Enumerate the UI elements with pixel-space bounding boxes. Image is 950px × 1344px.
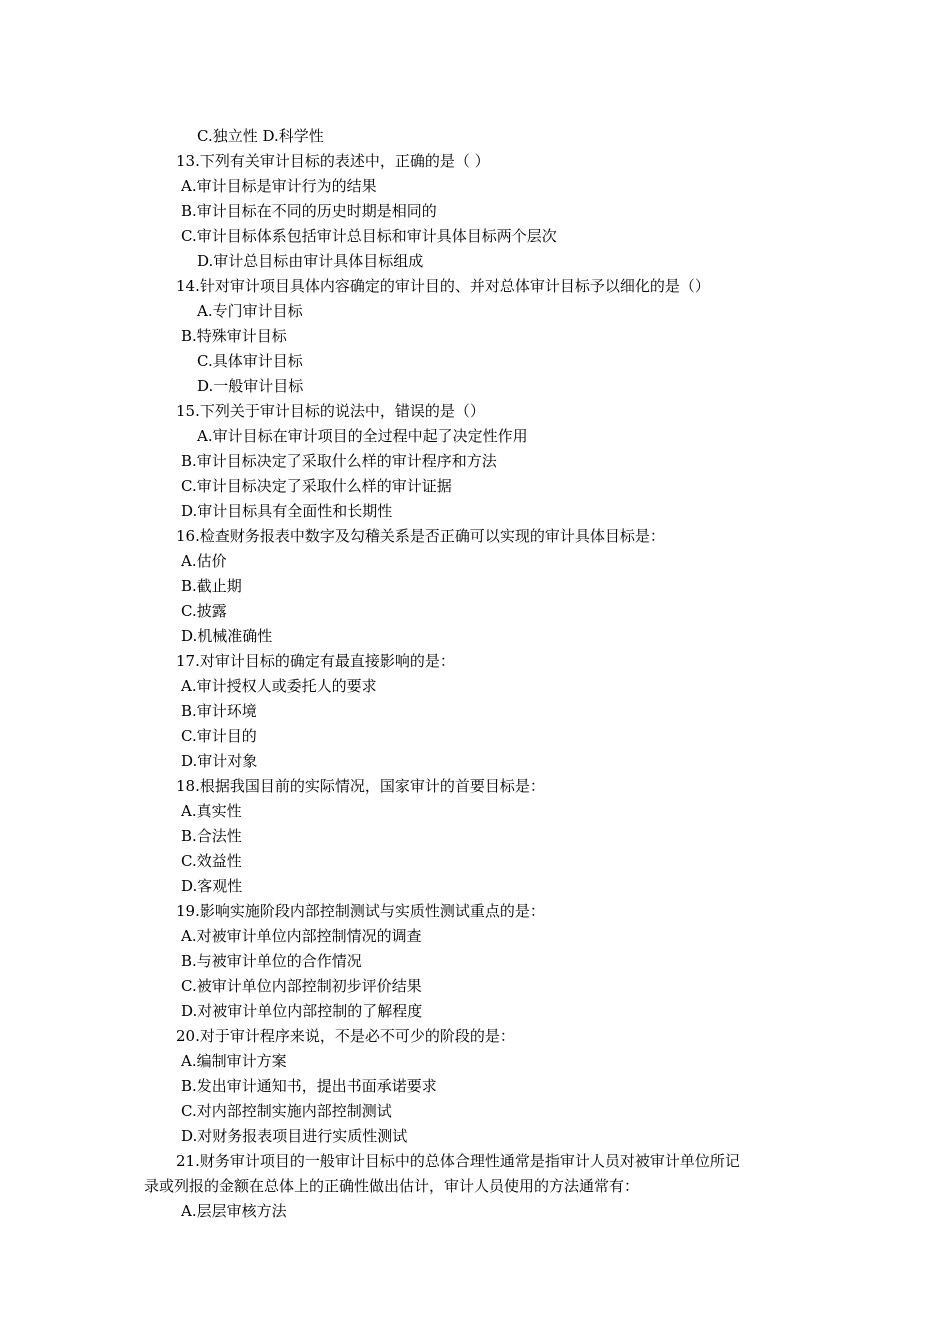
option-line: A.估价 [181,552,227,570]
question-21-line-2: 录或列报的金额在总体上的正确性做出估计，审计人员使用的方法通常有： [144,1177,640,1195]
question-line: 18.根据我国目前的实际情况，国家审计的首要目标是： [176,777,545,795]
option-line: C.披露 [181,602,227,620]
option-line: A.真实性 [181,802,242,820]
option-line: B.与被审计单位的合作情况 [181,952,362,970]
option-line: B.发出审计通知书，提出书面承诺要求 [181,1077,437,1095]
option-line: C.审计目的 [181,727,257,745]
option-line: B.审计环境 [181,702,257,720]
option-line: B.审计目标在不同的历史时期是相同的 [181,202,437,220]
question-line: 15.下列关于审计目标的说法中，错误的是（） [176,402,485,420]
option-line: B.合法性 [181,827,242,845]
question-line: 13.下列有关审计目标的表述中，正确的是（ ） [176,152,490,170]
option-line: C.效益性 [181,852,242,870]
option-line: A.审计目标是审计行为的结果 [181,177,377,195]
question-line: 19.影响实施阶段内部控制测试与实质性测试重点的是： [176,902,545,920]
question-line: 17.对审计目标的确定有最直接影响的是： [176,652,455,670]
option-line: A.对被审计单位内部控制情况的调查 [181,927,422,945]
option-line: C.独立性 D.科学性 [197,127,324,145]
document-body [0,124,950,1224]
option-line: D.对被审计单位内部控制的了解程度 [181,1002,423,1020]
option-line: D.审计目标具有全面性和长期性 [181,502,393,520]
question-line: 20.对于审计程序来说，不是必不可少的阶段的是： [176,1027,515,1045]
option-line: C.审计目标决定了采取什么样的审计证据 [181,477,452,495]
option-line: C.对内部控制实施内部控制测试 [181,1102,392,1120]
option-line: D.审计总目标由审计具体目标组成 [197,252,424,270]
option-line: A.层层审核方法 [181,1202,287,1220]
question-line: 16.检查财务报表中数字及勾稽关系是否正确可以实现的审计具体目标是： [176,527,665,545]
option-line: A.审计目标在审计项目的全过程中起了决定性作用 [197,427,528,445]
question-line: 14.针对审计项目具体内容确定的审计目的、并对总体审计目标予以细化的是（） [176,277,710,295]
option-line: D.机械准确性 [181,627,273,645]
option-line: C.被审计单位内部控制初步评价结果 [181,977,422,995]
option-line: B.截止期 [181,577,242,595]
option-line: C.审计目标体系包括审计总目标和审计具体目标两个层次 [181,227,557,245]
option-line: D.一般审计目标 [197,377,304,395]
option-line: A.编制审计方案 [181,1052,287,1070]
option-line: B.特殊审计目标 [181,327,287,345]
option-line: C.具体审计目标 [197,352,303,370]
question-21-line-1: 21.财务审计项目的一般审计目标中的总体合理性通常是指审计人员对被审计单位所记 [176,1152,740,1170]
option-line: A.专门审计目标 [197,302,303,320]
option-line: B.审计目标决定了采取什么样的审计程序和方法 [181,452,497,470]
option-line: A.审计授权人或委托人的要求 [181,677,377,695]
option-line: D.审计对象 [181,752,258,770]
option-line: D.客观性 [181,877,243,895]
option-line: D.对财务报表项目进行实质性测试 [181,1127,408,1145]
